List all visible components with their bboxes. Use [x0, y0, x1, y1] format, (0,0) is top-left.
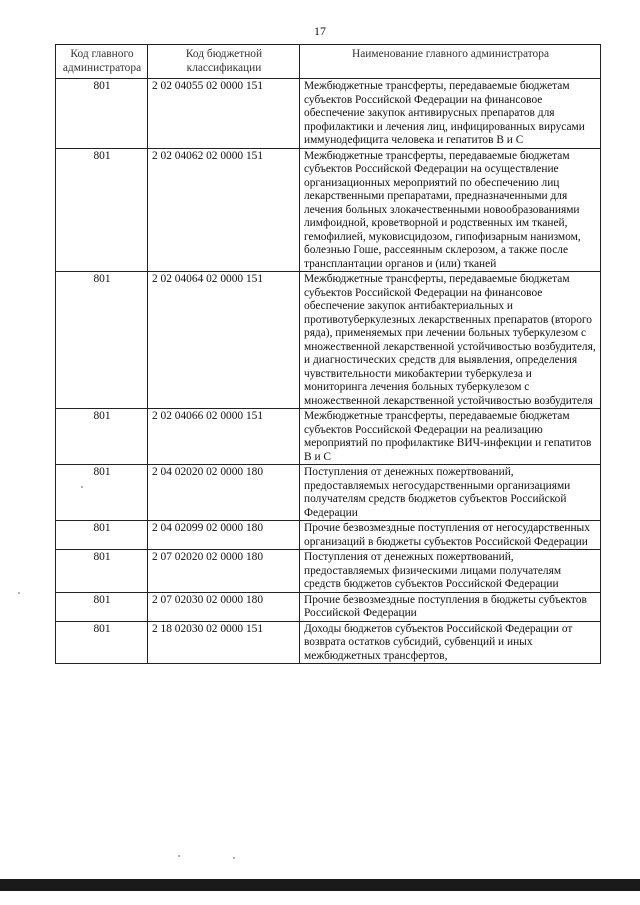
header-budget-code: Код бюджетной классификации [148, 45, 300, 79]
admin-code-cell: 801 [56, 79, 148, 149]
table-row [56, 521, 601, 550]
admin-code-cell: 801 [56, 148, 148, 272]
admin-name-cell: Межбюджетные трансферты, передаваемые бюджетам субъектов Российской Федерации на реализацию мероприятий по профилактике ВИЧ-инфекции и гепатитов В и С [300, 409, 601, 465]
header-admin-name: Наименование главного администратора [300, 45, 601, 79]
scan-speck [81, 486, 83, 488]
budget-code-cell: 2 07 02030 02 0000 180 [148, 592, 300, 621]
table-row [56, 272, 601, 409]
admin-name-cell: Прочие безвозмездные поступления от негосударственных организаций в бюджеты субъектов Российской Федерации [300, 521, 601, 550]
admin-name-cell: Поступления от денежных пожертвований, предоставляемых физическими лицами получателям средств бюджетов субъектов Российской Федерации [300, 550, 601, 593]
admin-code-cell: 801 [56, 621, 148, 664]
scan-speck [233, 857, 235, 859]
budget-code-cell: 2 07 02020 02 0000 180 [148, 550, 300, 593]
admin-name-cell: Доходы бюджетов субъектов Российской Федерации от возврата остатков субсидий, субвенций и иных межбюджетных трансфертов, [300, 621, 601, 664]
budget-code-cell: 2 02 04064 02 0000 151 [148, 272, 300, 409]
scan-speck [178, 855, 180, 857]
budget-code-cell: 2 02 04055 02 0000 151 [148, 79, 300, 149]
admin-name-cell: Прочие безвозмездные поступления в бюджеты субъектов Российской Федерации [300, 592, 601, 621]
budget-code-cell: 2 04 02099 02 0000 180 [148, 521, 300, 550]
table-row [56, 465, 601, 521]
admin-code-cell: 801 [56, 550, 148, 593]
budget-code-cell: 2 02 04062 02 0000 151 [148, 148, 300, 272]
header-admin-code: Код главного администратора [56, 45, 148, 79]
admin-code-cell: 801 [56, 272, 148, 409]
table-row [56, 621, 601, 664]
budget-code-cell: 2 04 02020 02 0000 180 [148, 465, 300, 521]
admin-code-cell: 801 [56, 409, 148, 465]
admin-name-cell: Межбюджетные трансферты, передаваемые бюджетам субъектов Российской Федерации на финансовое обеспечение закупок антибактериальных и противотуберкулезных лекарственных препаратов (второго ряда), применяемых при лечении больных туберкулезом с множественной лекарственной устойчивостью возбудителя, и диагностических средств для выявления, определения чувствительности микобактерии туберкулеза и мониторинга лечения больных туберкулезом с множественной лекарственной устойчивостью возбудителя [300, 272, 601, 409]
admin-name-cell: Межбюджетные трансферты, передаваемые бюджетам субъектов Российской Федерации на финансовое обеспечение закупок антивирусных препаратов для профилактики и лечения лиц, инфицированных вирусами иммунодефицита человека и гепатитов В и С [300, 79, 601, 149]
page-number: 17 [314, 24, 326, 38]
table-row [56, 592, 601, 621]
scan-speck [18, 592, 20, 594]
table-row [56, 409, 601, 465]
table-row [56, 148, 601, 272]
admin-name-cell: Межбюджетные трансферты, передаваемые бюджетам субъектов Российской Федерации на осуществление организационных мероприятий по обеспечению лиц лекарственными препаратами, предназначенными для лечения больных злокачественными новообразованиями лимфоидной, кроветворной и родственных им тканей, гемофилией, муковисцидозом, гипофизарным нанизмом, болезнью Гоше, рассеянным склерозом, а также после трансплантации органов и (или) тканей [300, 148, 601, 272]
table-row [56, 550, 601, 593]
budget-code-cell: 2 02 04066 02 0000 151 [148, 409, 300, 465]
budget-code-cell: 2 18 02030 02 0000 151 [148, 621, 300, 664]
admin-code-cell: 801 [56, 465, 148, 521]
admin-name-cell: Поступления от денежных пожертвований, предоставляемых негосударственными организациями получателям средств бюджетов субъектов Российской Федерации [300, 465, 601, 521]
table-row [56, 79, 601, 149]
scan-bottom-edge [0, 879, 640, 891]
admin-code-cell: 801 [56, 521, 148, 550]
budget-classification-table [55, 44, 601, 664]
admin-code-cell: 801 [56, 592, 148, 621]
table-header-row [56, 45, 601, 79]
